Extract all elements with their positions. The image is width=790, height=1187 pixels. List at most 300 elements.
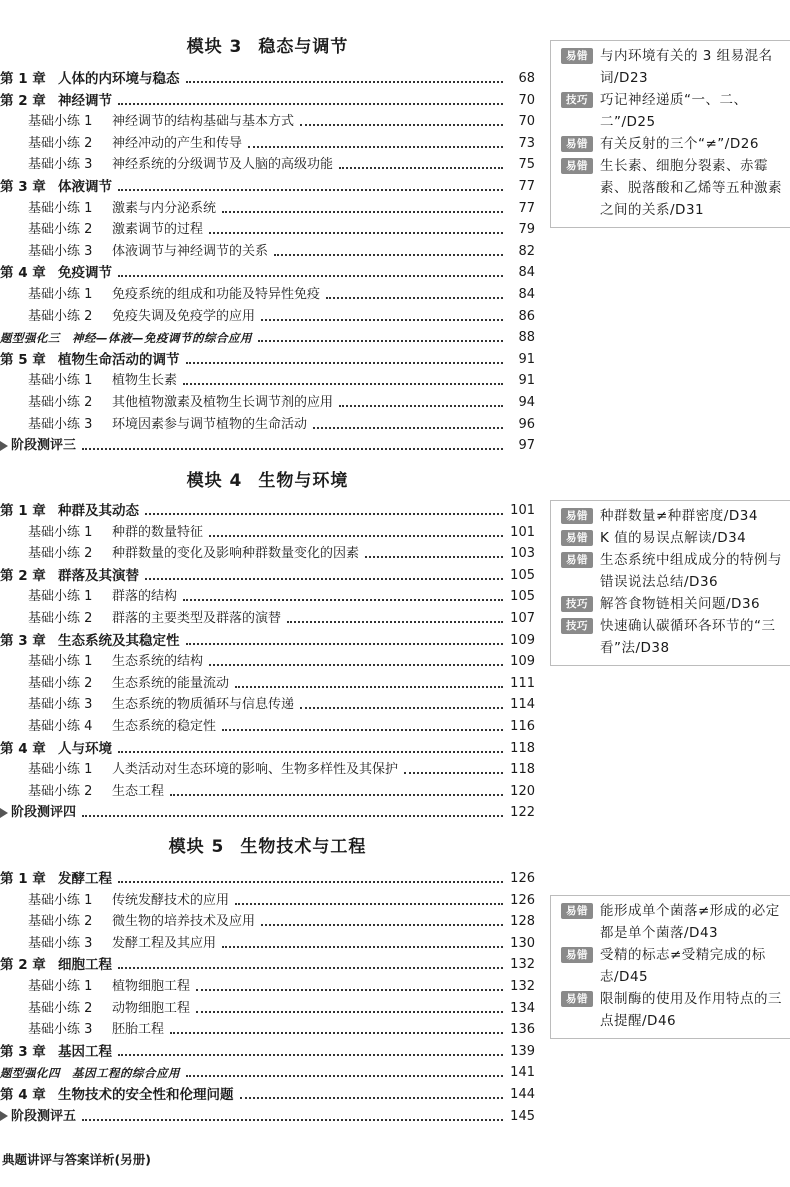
entry-title: 群落及其演替 xyxy=(58,567,139,584)
entry-label xyxy=(0,1109,76,1125)
tips-box xyxy=(550,40,790,228)
toc-chapter[interactable] xyxy=(0,628,535,649)
toc-chapter[interactable] xyxy=(0,1039,535,1060)
tip-badge: 易错 xyxy=(561,136,593,152)
toc-subentry[interactable] xyxy=(0,996,535,1017)
page-number: 132 xyxy=(510,957,535,973)
entry-number: 基础小练 2 xyxy=(28,546,93,562)
tip-badge: 易错 xyxy=(561,508,593,524)
page-number: 118 xyxy=(510,740,535,756)
entry-title: 人与环境 xyxy=(58,740,112,757)
dot-leader xyxy=(145,511,503,515)
entry-label xyxy=(0,633,180,649)
entry-label xyxy=(28,676,229,692)
toc-subentry[interactable] xyxy=(0,888,535,909)
dot-leader xyxy=(261,317,503,321)
tip-text: 巧记神经递质“一、二、二”/D25 xyxy=(600,92,748,130)
dot-leader xyxy=(118,1052,503,1056)
entry-label xyxy=(28,719,216,735)
entry-number: 基础小练 1 xyxy=(28,200,93,216)
entry-number: 基础小练 1 xyxy=(28,114,93,130)
entry-label xyxy=(28,525,203,541)
entry-label xyxy=(28,654,203,670)
dot-leader xyxy=(118,965,503,969)
page-number: 88 xyxy=(518,330,535,346)
entry-label xyxy=(28,309,255,325)
toc-subentry[interactable] xyxy=(0,909,535,930)
entry-number: 基础小练 1 xyxy=(28,287,93,302)
dot-leader xyxy=(183,597,503,601)
module-subtitle: 稳态与调节 xyxy=(258,37,349,57)
entry-label xyxy=(28,762,398,778)
tip-badge: 易错 xyxy=(561,552,593,568)
tip-badge: 易错 xyxy=(561,158,593,174)
entry-title: 其他植物激素及植物生长调节剂的应用 xyxy=(112,395,334,410)
page-number: 73 xyxy=(518,135,535,151)
page-number: 134 xyxy=(510,1000,535,1016)
toc-test[interactable] xyxy=(0,1104,535,1125)
page-number: 111 xyxy=(510,675,535,691)
entry-label xyxy=(28,611,281,627)
dot-leader xyxy=(82,1117,503,1121)
tip-text: 受精的标志≠受精完成的标志/D45 xyxy=(600,947,766,985)
entry-label xyxy=(28,1001,190,1017)
tips-box xyxy=(550,500,790,666)
tip-item[interactable] xyxy=(561,900,790,944)
tip-item[interactable] xyxy=(561,988,790,1032)
entry-label xyxy=(0,179,112,195)
page-number: 79 xyxy=(518,222,535,238)
entry-number: 第 3 章 xyxy=(0,632,46,649)
toc-chapter[interactable] xyxy=(0,88,535,109)
entry-title: 神经调节的结构基础与基本方式 xyxy=(112,114,295,130)
module-title xyxy=(0,466,535,491)
page-number: 118 xyxy=(510,762,535,778)
entry-title: 胚胎工程 xyxy=(112,1022,165,1038)
entry-label xyxy=(28,936,216,952)
entry-title: 生态系统的结构 xyxy=(112,654,204,670)
entry-number: 基础小练 2 xyxy=(28,1000,93,1016)
toc-subentry[interactable] xyxy=(0,368,535,389)
dot-leader xyxy=(186,641,504,645)
entry-number: 第 2 章 xyxy=(0,567,46,584)
entry-label xyxy=(0,741,112,757)
page-number: 101 xyxy=(510,503,535,518)
dot-leader xyxy=(235,901,503,905)
dot-leader xyxy=(326,295,503,299)
entry-title: 种群数量的变化及影响种群数量变化的因素 xyxy=(112,546,360,562)
entry-label xyxy=(0,93,112,109)
entry-number: 第 2 章 xyxy=(0,92,46,109)
module-number: 模块 4 xyxy=(186,471,243,491)
dot-leader xyxy=(287,619,503,623)
toc-subentry[interactable] xyxy=(0,152,535,173)
page-number: 84 xyxy=(518,265,535,281)
module-number: 模块 5 xyxy=(168,837,225,857)
tip-item[interactable] xyxy=(561,527,790,549)
dot-leader xyxy=(222,944,503,948)
toc-subentry[interactable] xyxy=(0,541,535,562)
page-number: 130 xyxy=(510,935,535,951)
toc-special[interactable] xyxy=(0,325,535,346)
entry-number: 基础小练 2 xyxy=(28,783,93,799)
entry-label xyxy=(0,265,112,281)
entry-number: 第 5 章 xyxy=(0,351,46,368)
page-number: 139 xyxy=(510,1043,535,1059)
tip-text: 限制酶的使用及作用特点的三点提醒/D46 xyxy=(600,991,782,1029)
dot-leader xyxy=(404,770,503,774)
tip-item[interactable] xyxy=(561,944,790,988)
footer-note: 典题讲评与答案详析(另册) xyxy=(2,1152,151,1167)
page-number: 126 xyxy=(510,892,535,908)
entry-number: 基础小练 2 xyxy=(28,611,93,626)
entry-label xyxy=(28,114,294,130)
entry-label xyxy=(0,438,76,454)
tip-text: 生态系统中组成成分的特例与错误说法总结/D36 xyxy=(600,552,782,590)
dot-leader xyxy=(145,576,503,580)
entry-label xyxy=(28,395,333,411)
entry-title: 题型强化三 神经—体液—免疫调节的综合应用 xyxy=(0,331,252,346)
module-subtitle: 生物技术与工程 xyxy=(240,837,367,857)
entry-title: 体液调节与神经调节的关系 xyxy=(112,243,269,259)
tip-badge: 技巧 xyxy=(561,618,593,634)
page-number: 109 xyxy=(510,654,535,670)
module-title xyxy=(0,832,535,857)
entry-title: 植物生长素 xyxy=(112,373,178,389)
entry-title: 神经系统的分级调节及人脑的高级功能 xyxy=(112,157,334,173)
toc-subentry[interactable] xyxy=(0,131,535,152)
entry-title: 发酵工程 xyxy=(58,871,112,887)
entry-title: 激素调节的过程 xyxy=(112,222,204,238)
dot-leader xyxy=(300,122,503,126)
dot-leader xyxy=(183,381,503,385)
entry-label xyxy=(28,136,242,152)
triangle-bullet-icon xyxy=(0,808,8,818)
dot-leader xyxy=(274,252,503,256)
entry-title: 生态系统及其稳定性 xyxy=(58,632,180,649)
entry-title: 发酵工程及其应用 xyxy=(112,935,217,951)
triangle-bullet-icon xyxy=(0,1111,8,1121)
entry-number: 基础小练 4 xyxy=(28,719,93,734)
toc-chapter[interactable] xyxy=(0,498,535,519)
dot-leader xyxy=(118,749,503,753)
entry-title: 阶段测评五 xyxy=(11,1108,77,1124)
entry-label xyxy=(28,546,359,562)
tip-item[interactable] xyxy=(561,89,790,133)
page-number: 96 xyxy=(518,416,535,432)
entry-number: 基础小练 1 xyxy=(28,373,93,389)
toc-subentry[interactable] xyxy=(0,757,535,778)
entry-number: 基础小练 3 xyxy=(28,243,93,259)
toc-subentry[interactable] xyxy=(0,649,535,670)
toc-subentry[interactable] xyxy=(0,606,535,627)
dot-leader xyxy=(365,554,503,558)
entry-title: 基因工程 xyxy=(58,1043,112,1060)
entry-number: 基础小练 3 xyxy=(28,416,93,432)
dot-leader xyxy=(196,1009,503,1013)
tips-box xyxy=(550,895,790,1039)
toc-chapter[interactable] xyxy=(0,563,535,584)
tip-text: 种群数量≠种群密度/D34 xyxy=(600,508,758,524)
tip-text: K 值的易误点解读/D34 xyxy=(600,530,747,546)
entry-number: 第 3 章 xyxy=(0,1043,46,1060)
entry-number: 基础小练 2 xyxy=(28,308,93,324)
page-number: 122 xyxy=(510,805,535,821)
toc-chapter[interactable] xyxy=(0,736,535,757)
entry-title: 微生物的培养技术及应用 xyxy=(112,914,256,930)
entry-label xyxy=(28,373,177,389)
entry-title: 植物生命活动的调节 xyxy=(58,351,180,368)
toc-subentry[interactable] xyxy=(0,779,535,800)
tip-text: 生长素、细胞分裂素、赤霉素、脱落酸和乙烯等五种激素之间的关系/D31 xyxy=(600,158,782,218)
page-number: 84 xyxy=(518,287,535,302)
tip-item[interactable] xyxy=(561,155,790,221)
entry-title: 种群的数量特征 xyxy=(112,524,204,540)
module-subtitle: 生物与环境 xyxy=(258,471,349,491)
dot-leader xyxy=(186,79,504,83)
entry-label xyxy=(0,71,180,87)
dot-leader xyxy=(186,1073,503,1077)
entry-title: 群落的结构 xyxy=(112,589,178,605)
dot-leader xyxy=(170,1030,503,1034)
entry-number: 基础小练 1 xyxy=(28,979,93,994)
entry-number: 基础小练 1 xyxy=(28,762,93,778)
tip-text: 有关反射的三个“≠”/D26 xyxy=(600,136,759,152)
page-number: 91 xyxy=(518,373,535,389)
page-number: 109 xyxy=(510,632,535,648)
dot-leader xyxy=(222,727,503,731)
toc-subentry[interactable] xyxy=(0,217,535,238)
toc-chapter[interactable] xyxy=(0,174,535,195)
toc-subentry[interactable] xyxy=(0,974,535,995)
tip-badge: 易错 xyxy=(561,903,593,919)
toc-test[interactable] xyxy=(0,433,535,454)
toc-subentry[interactable] xyxy=(0,282,535,303)
toc-special[interactable] xyxy=(0,1060,535,1081)
page-number: 101 xyxy=(510,524,535,540)
entry-number: 基础小练 1 xyxy=(28,892,93,908)
toc-subentry[interactable] xyxy=(0,671,535,692)
entry-title: 植物细胞工程 xyxy=(112,979,191,994)
entry-number: 基础小练 2 xyxy=(28,675,93,691)
entry-label xyxy=(0,1044,112,1060)
tip-item[interactable] xyxy=(561,593,790,615)
tip-badge: 技巧 xyxy=(561,596,593,612)
toc-subentry[interactable] xyxy=(0,584,535,605)
entry-label xyxy=(28,287,320,303)
entry-label xyxy=(0,330,252,346)
dot-leader xyxy=(196,987,503,991)
entry-title: 传统发酵技术的应用 xyxy=(112,892,230,908)
dot-leader xyxy=(118,273,503,277)
dot-leader xyxy=(186,360,504,364)
entry-title: 生物技术的安全性和伦理问题 xyxy=(58,1087,234,1103)
dot-leader xyxy=(118,101,503,105)
entry-number: 第 4 章 xyxy=(0,740,46,757)
entry-title: 生态系统的物质循环与信息传递 xyxy=(112,697,295,713)
tip-item[interactable] xyxy=(561,505,790,527)
page-number: 145 xyxy=(510,1108,535,1124)
entry-number: 基础小练 1 xyxy=(28,524,93,540)
dot-leader xyxy=(170,792,503,796)
page-number: 86 xyxy=(518,308,535,324)
entry-title: 激素与内分泌系统 xyxy=(112,200,217,216)
entry-label xyxy=(0,1065,180,1081)
entry-label xyxy=(0,957,112,973)
entry-number: 基础小练 3 xyxy=(28,1022,93,1038)
entry-label xyxy=(28,589,177,605)
page-number: 136 xyxy=(510,1022,535,1038)
entry-label xyxy=(28,979,190,995)
entry-number: 第 1 章 xyxy=(0,503,46,519)
page-number: 82 xyxy=(518,243,535,259)
toc-subentry[interactable] xyxy=(0,1017,535,1038)
dot-leader xyxy=(313,425,503,429)
tip-badge: 易错 xyxy=(561,530,593,546)
entry-label xyxy=(0,503,139,519)
entry-label xyxy=(0,568,139,584)
tip-item[interactable] xyxy=(561,615,790,659)
page-number: 126 xyxy=(510,871,535,886)
page-number: 116 xyxy=(510,719,535,734)
tip-item[interactable] xyxy=(561,45,790,89)
tip-text: 与内环境有关的 3 组易混名词/D23 xyxy=(600,48,773,86)
module-number: 模块 3 xyxy=(186,37,243,57)
entry-number: 基础小练 3 xyxy=(28,697,93,713)
page-number: 94 xyxy=(518,395,535,410)
entry-title: 生态系统的能量流动 xyxy=(112,675,230,691)
entry-title: 免疫调节 xyxy=(58,265,112,282)
entry-label xyxy=(28,417,307,433)
page-number: 128 xyxy=(510,914,535,930)
entry-label xyxy=(28,157,333,173)
toc-chapter[interactable] xyxy=(0,1082,535,1103)
page-number: 70 xyxy=(518,114,535,130)
toc-subentry[interactable] xyxy=(0,714,535,735)
entry-label xyxy=(0,352,180,368)
entry-label xyxy=(28,244,268,260)
toc-chapter[interactable] xyxy=(0,260,535,281)
entry-title: 群落的主要类型及群落的演替 xyxy=(112,611,282,626)
page-number: 144 xyxy=(510,1087,535,1102)
page-number: 105 xyxy=(510,589,535,605)
page-number: 120 xyxy=(510,783,535,799)
entry-title: 种群及其动态 xyxy=(58,503,139,519)
toc-subentry[interactable] xyxy=(0,692,535,713)
entry-label xyxy=(28,784,164,800)
entry-title: 体液调节 xyxy=(58,179,112,195)
tip-text: 能形成单个菌落≠形成的必定都是单个菌落/D43 xyxy=(600,903,780,941)
entry-number: 基础小练 2 xyxy=(28,135,93,151)
dot-leader xyxy=(82,446,503,450)
tip-badge: 易错 xyxy=(561,991,593,1007)
page-number: 103 xyxy=(510,546,535,562)
entry-label xyxy=(28,893,229,909)
entry-label xyxy=(28,914,255,930)
page-number: 114 xyxy=(510,697,535,713)
entry-title: 生态系统的稳定性 xyxy=(112,719,217,734)
entry-title: 人类活动对生态环境的影响、生物多样性及其保护 xyxy=(112,762,399,778)
dot-leader xyxy=(209,533,503,537)
toc-chapter[interactable] xyxy=(0,66,535,87)
entry-title: 阶段测评三 xyxy=(11,438,77,454)
triangle-bullet-icon xyxy=(0,441,8,451)
page-number: 132 xyxy=(510,979,535,994)
dot-leader xyxy=(235,684,503,688)
entry-number: 基础小练 3 xyxy=(28,935,93,951)
page-number: 91 xyxy=(518,351,535,367)
dot-leader xyxy=(258,338,503,342)
entry-title: 细胞工程 xyxy=(58,957,112,974)
toc-subentry[interactable] xyxy=(0,390,535,411)
tip-item[interactable] xyxy=(561,133,790,155)
entry-number: 第 3 章 xyxy=(0,179,46,195)
entry-number: 第 4 章 xyxy=(0,1087,46,1103)
dot-leader xyxy=(240,1095,504,1099)
toc-subentry[interactable] xyxy=(0,304,535,325)
entry-title: 环境因素参与调节植物的生命活动 xyxy=(112,416,308,432)
toc-subentry[interactable] xyxy=(0,520,535,541)
entry-number: 基础小练 2 xyxy=(28,222,93,238)
dot-leader xyxy=(209,230,503,234)
toc-subentry[interactable] xyxy=(0,931,535,952)
tip-text: 快速确认碳循环各环节的“三看”法/D38 xyxy=(600,618,776,656)
toc-subentry[interactable] xyxy=(0,196,535,217)
page-number: 141 xyxy=(510,1065,535,1081)
toc-test[interactable] xyxy=(0,800,535,821)
toc-chapter[interactable] xyxy=(0,347,535,368)
dot-leader xyxy=(339,165,503,169)
dot-leader xyxy=(222,209,503,213)
entry-title: 动物细胞工程 xyxy=(112,1000,191,1016)
entry-label xyxy=(28,697,294,713)
toc-subentry[interactable] xyxy=(0,239,535,260)
toc-subentry[interactable] xyxy=(0,109,535,130)
tip-badge: 技巧 xyxy=(561,92,593,108)
page-number: 70 xyxy=(518,92,535,108)
toc-chapter[interactable] xyxy=(0,866,535,887)
tip-badge: 易错 xyxy=(561,947,593,963)
entry-number: 第 1 章 xyxy=(0,71,46,87)
entry-title: 题型强化四 基因工程的综合应用 xyxy=(0,1066,180,1081)
page-number: 77 xyxy=(518,179,535,194)
entry-title: 免疫失调及免疫学的应用 xyxy=(112,308,256,324)
dot-leader xyxy=(248,144,503,148)
toc-subentry[interactable] xyxy=(0,412,535,433)
dot-leader xyxy=(209,662,503,666)
module-title xyxy=(0,32,535,57)
entry-number: 基础小练 3 xyxy=(28,157,93,173)
entry-label xyxy=(0,1087,234,1103)
page-number: 107 xyxy=(510,611,535,626)
page-number: 97 xyxy=(518,438,535,454)
tip-item[interactable] xyxy=(561,549,790,593)
tip-text: 解答食物链相关问题/D36 xyxy=(600,596,761,612)
entry-title: 生态工程 xyxy=(112,783,165,799)
page-number: 105 xyxy=(510,567,535,583)
toc-chapter[interactable] xyxy=(0,952,535,973)
entry-number: 第 1 章 xyxy=(0,871,46,887)
entry-number: 基础小练 2 xyxy=(28,395,93,410)
dot-leader xyxy=(339,403,503,407)
entry-number: 基础小练 2 xyxy=(28,914,93,930)
entry-number: 第 4 章 xyxy=(0,265,46,282)
dot-leader xyxy=(118,187,503,191)
entry-number: 第 2 章 xyxy=(0,957,46,974)
entry-label xyxy=(0,805,76,821)
tip-badge: 易错 xyxy=(561,48,593,64)
entry-label xyxy=(28,222,203,238)
